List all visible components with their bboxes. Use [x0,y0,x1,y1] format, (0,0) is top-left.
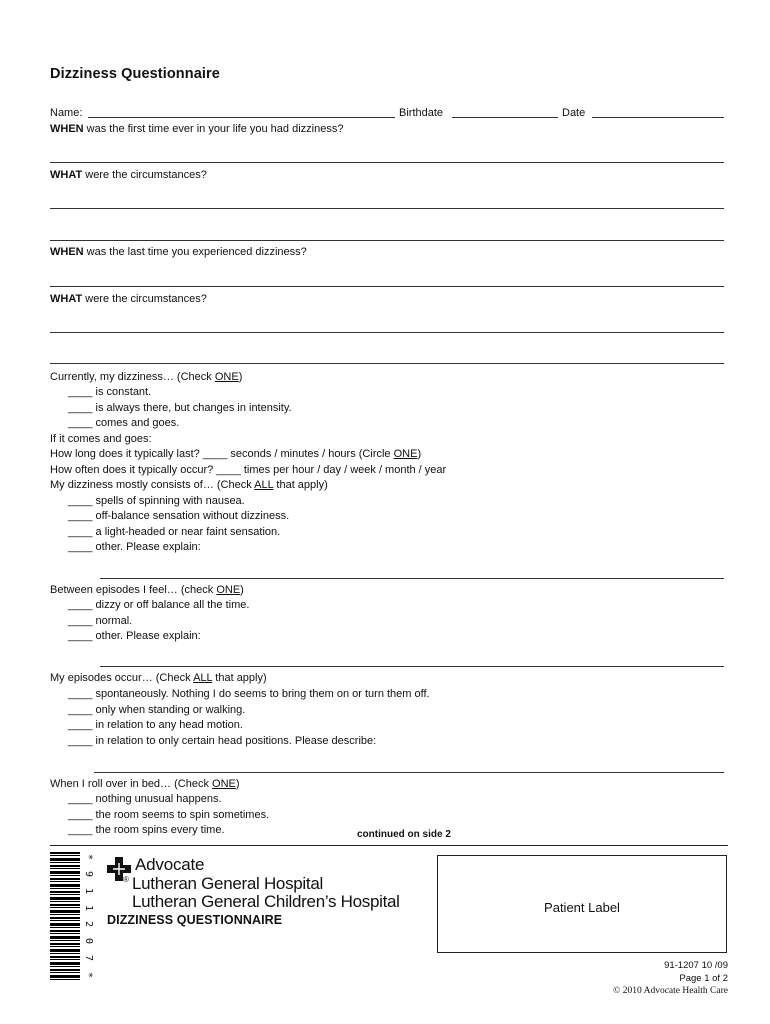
describe-line[interactable] [94,772,724,773]
footer-divider [50,845,728,846]
question-text: My episodes occur… (Check [50,672,194,684]
barcode-digit: 9 [83,870,94,877]
question-text: ) [240,584,244,596]
barcode-digit: * [83,853,94,861]
continued-note: continued on side 2 [357,829,451,840]
answer-line[interactable] [50,363,724,364]
question-first-circumstances [50,168,207,182]
episodes-question [50,671,267,685]
question-text: that apply) [212,672,267,684]
barcode-digit: * [83,971,94,978]
comes-goes-intro: If it comes and goes: [50,433,152,445]
option-light-headed[interactable]: ____ a light-headed or near faint sensation. [68,526,281,538]
barcode-digit: 7 [83,955,94,962]
question-text: ) [417,448,422,460]
question-last-dizziness [50,245,307,259]
question-text: My dizziness mostly consists of… (Check [50,479,255,491]
name-input-line[interactable] [88,117,395,118]
explain-line[interactable] [100,578,724,579]
question-keyword: WHEN [50,246,84,258]
question-text: ) [238,371,243,383]
question-emphasis: ALL [254,479,274,491]
barcode-digit: 2 [83,921,94,928]
option-spontaneously[interactable]: ____ spontaneously. Nothing I do seems to bring them on or turn them off. [68,688,430,700]
question-text: Currently, my dizziness… (Check [50,371,215,383]
form-number: 91-1207 10 /09 [664,960,728,971]
question-emphasis: ONE [212,778,236,790]
hospital-name-2: Lutheran General Children’s Hospital [132,892,400,911]
question-first-dizziness [50,122,343,136]
hospital-name-1: Lutheran General Hospital [132,874,323,893]
answer-line[interactable] [50,208,724,209]
question-last-circumstances [50,292,207,306]
page-title: Dizziness Questionnaire [50,66,220,82]
question-text: Between episodes I feel… (check [50,584,217,596]
answer-line[interactable] [50,286,724,287]
option-head-motion[interactable]: ____ in relation to any head motion. [68,719,243,731]
question-text: How long does it typically last? ____ seconds / minutes / hours (Circle [50,448,394,460]
page-indicator: Page 1 of 2 [679,973,728,984]
copyright: © 2010 Advocate Health Care [613,986,728,996]
barcode-digit: 1 [83,887,94,894]
question-emphasis: ONE [214,371,239,383]
registered-mark: ® [123,875,129,884]
question-text: When I roll over in bed… (Check [50,778,213,790]
option-other[interactable]: ____ other. Please explain: [68,541,201,553]
option-head-positions[interactable]: ____ in relation to only certain head positions. Please describe: [68,735,377,747]
explain-line[interactable] [100,666,724,667]
question-keyword: WHAT [50,293,83,305]
barcode-digit: 1 [83,904,94,911]
patient-label-text: Patient Label [544,900,620,915]
barcode-digit: 0 [83,938,94,945]
option-normal[interactable]: ____ normal. [68,615,133,627]
option-other[interactable]: ____ other. Please explain: [68,630,201,642]
question-emphasis: ONE [216,584,241,596]
answer-line[interactable] [50,162,724,163]
roll-question [50,777,240,791]
question-text: were the circumstances? [82,293,207,305]
question-keyword: WHEN [50,123,84,135]
name-label: Name: [50,107,83,119]
question-text: were the circumstances? [82,169,207,181]
question-keyword: WHAT [50,169,83,181]
barcode-digits [82,852,94,980]
option-spins-every-time[interactable]: ____ the room spins every time. [68,824,225,836]
option-comes-and-goes[interactable]: ____ comes and goes. [68,417,180,429]
how-long-question[interactable] [50,447,421,461]
name-birthdate-date-row [50,106,82,120]
barcode [50,852,80,980]
question-text: that apply) [273,479,328,491]
birthdate-input-line[interactable] [452,117,558,118]
option-spinning[interactable]: ____ spells of spinning with nausea. [68,495,245,507]
answer-line[interactable] [50,332,724,333]
option-spin-sometimes[interactable]: ____ the room seems to spin sometimes. [68,809,270,821]
form-title: DIZZINESS QUESTIONNAIRE [107,913,283,927]
option-off-balance[interactable]: ____ off-balance sensation without dizziness. [68,510,290,522]
answer-line[interactable] [50,240,724,241]
between-question [50,583,244,597]
question-emphasis: ALL [193,672,213,684]
patient-label-box[interactable] [437,855,727,953]
option-standing-walking[interactable]: ____ only when standing or walking. [68,704,246,716]
option-nothing-unusual[interactable]: ____ nothing unusual happens. [68,793,222,805]
consists-question [50,478,328,492]
date-input-line[interactable] [592,117,724,118]
option-constant[interactable]: ____ is constant. [68,386,152,398]
question-text: was the first time ever in your life you had dizziness? [83,123,344,135]
how-often-question[interactable]: How often does it typically occur? ____ times per hour / day / week / month / year [50,464,447,476]
brand-name: Advocate [135,855,205,874]
question-text: was the last time you experienced dizziness? [83,246,307,258]
date-label: Date [562,107,586,119]
currently-question [50,370,242,384]
question-emphasis: ONE [393,448,418,460]
option-changes-intensity[interactable]: ____ is always there, but changes in intensity. [68,402,292,414]
birthdate-label: Birthdate [399,107,444,119]
option-dizzy-all-time[interactable]: ____ dizzy or off balance all the time. [68,599,250,611]
question-text: ) [235,778,240,790]
